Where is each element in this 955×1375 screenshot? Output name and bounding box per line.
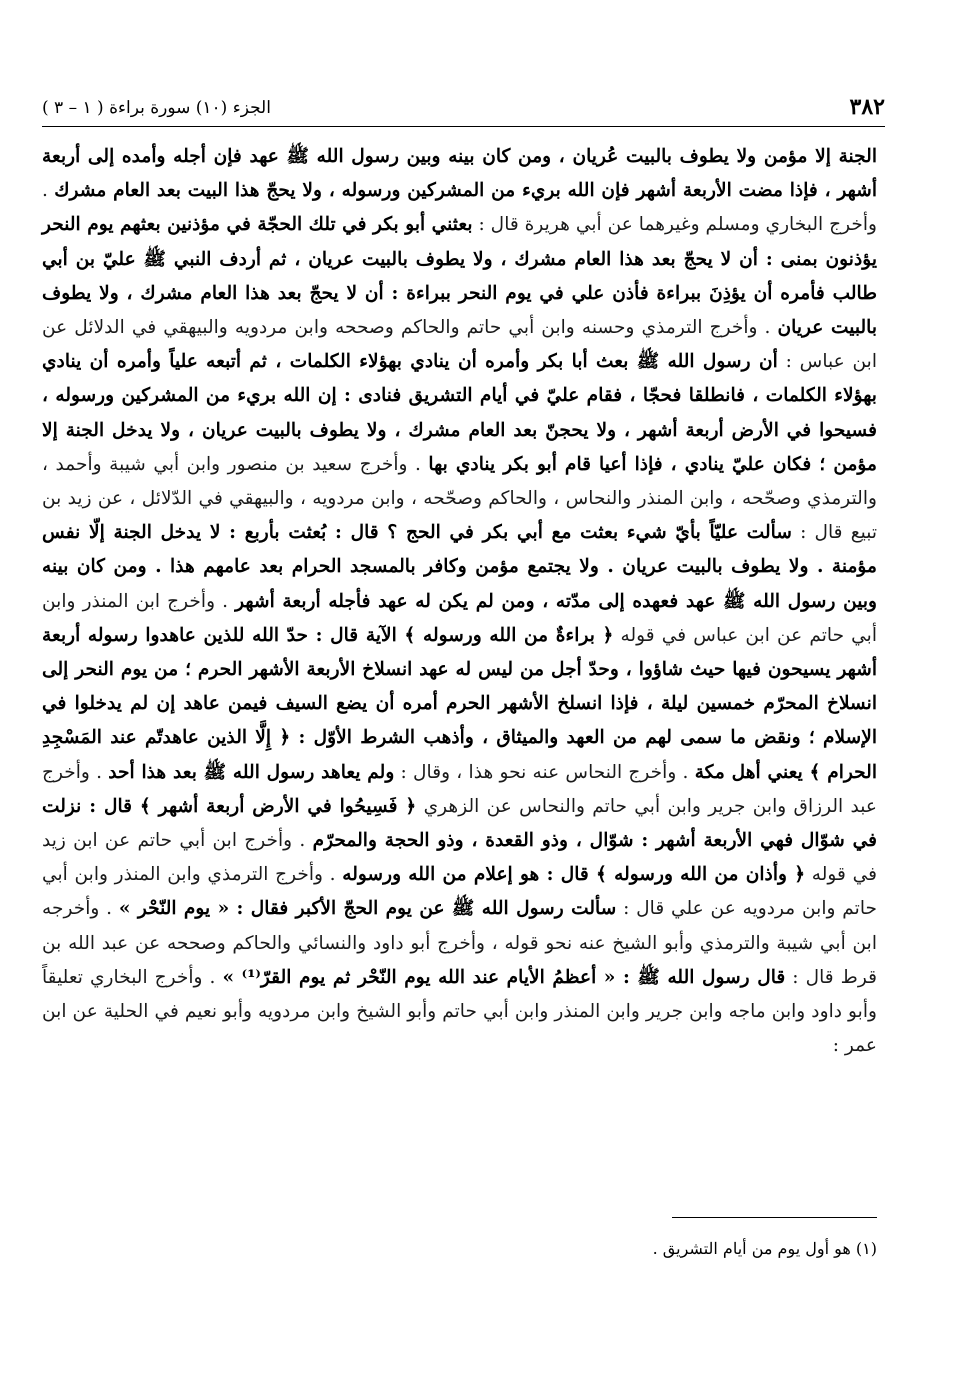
narration-segment: . وأخرج البخاري ومسلم وغيرهما عن أبي هريرة قال : <box>42 180 877 236</box>
quoted-text-segment: ﴿ وأذان من الله ورسوله ﴾ قال : هو إعلام من الله ورسوله <box>342 864 806 886</box>
narration-segment: . وأخرج البخاري تعليقاً وأبو داود وابن ماجه وابن جرير وابن المنذر وابن أبي حاتم وأبو الشيخ وابن مردويه وأبو نعيم في الحلية عن ابن عمر : <box>42 966 877 1057</box>
narration-segment: . وأخرج ابن أبي حاتم عن ابن زيد في قوله <box>42 830 877 886</box>
quoted-text-segment: أن رسول الله ﷺ بعث أبا بكر وأمره أن ينادي بهؤلاء الكلمات ، ثم أتبعه علياً وأمره أن ينادي بهؤلاء الكلمات ، فانطلقا فحجّا ، فقام عليّ في أيام التشريق فنادى : إن الله بريء من المشركين ورسوله ، فسيحوا في الأرض أربعة أشهر ، ولا يحجنّ بعد العام مشرك ، ولا يطوف بالبيت عريان ، ولا يدخل الجنة إلا مؤمن ؛ فكان عليّ ينادي ، فإذا أعيا قام أبو بكر ينادي بها <box>42 351 877 475</box>
narration-segment: . وأخرج النحاس عنه نحو هذا ، وقال : <box>394 761 695 783</box>
quoted-text-segment: سألت عليّاً بأيّ شيء بعثت مع أبي بكر في الحج ؟ قال : بُعثت بأربع : لا يدخل الجنة إلّا نفس مؤمنة . ولا يطوف بالبيت عريان . ولا يجتمع مؤمن وكافر بالمسجد الحرام بعد عامهم هذا . ومن كان بينه وبين رسول الله ﷺ عهد فعهده إلى مدّته ، ومن لم يكن له عهد فأجله أربعة أشهر <box>42 522 877 612</box>
quoted-text-segment: الجنة إلا مؤمن ولا يطوف بالبيت عُريان ، ومن كان بينه وبين رسول الله ﷺ عهد فإن أجله وأمده إلى أربعة أشهر ، فإذا مضت الأربعة أشهر فإن الله بريء من المشركين ورسوله ، ولا يحجّ هذا البيت بعد العام مشرك <box>42 146 877 202</box>
narration-segment: . وأخرج عبد الرزاق وابن جرير وابن أبي حاتم والنحاس عن الزهري <box>42 761 877 817</box>
narration-segment: . وأخرج الترمذي وحسنه وابن أبي حاتم والحاكم وصححه وابن مردويه والبيهقي في الدلائل عن ابن عباس : <box>42 317 878 373</box>
quoted-text-segment: ﴿ براءةٌ من الله ورسوله ﴾ الآية قال : حدّ الله للذين عاهدوا رسوله أربعة أشهر يسيحون فيها حيث شاؤوا ، وحدّ أجل من ليس له عهد انسلاخ الأربعة الأشهر الحرم ؛ من يوم النحر إلى انسلاخ المحرّم خمسين ليلة ، فإذا انسلخ الأشهر الحرم أمره أن يضع السيف فيمن عاهد إن لم يدخلوا في الإسلام ؛ ونقض ما سمى لهم من العهد والميثاق ، وأذهب الشرط الأوّل : ﴿ إِلَّا الذين عاهدتّم عند المَسْجِدِ الحرام ﴾ يعني أهل مكة <box>42 624 878 783</box>
body-text <box>42 140 877 1063</box>
narration-segment: . وأخرج سعيد بن منصور وابن أبي شيبة وأحمد ، والترمذي وصحّحه ، وابن المنذر والنحاس ، والحاكم وصحّحه ، وابن مردويه ، والبيهقي في الدّلائل ، عن زيد بن تبيع قال : <box>42 453 878 544</box>
narration-segment: . وأخرج الترمذي وابن المنذر وابن أبي حاتم وابن مردويه عن علي قال : <box>42 864 877 920</box>
main-paragraph <box>42 140 877 1063</box>
running-title: الجزء (١٠) سورة براءة ( ١ – ٣ ) <box>42 98 271 118</box>
footnote-rule <box>672 1217 877 1218</box>
footnote: (١) هو أول يوم من أيام التشريق . <box>652 1239 877 1258</box>
page-number: ٣٨٢ <box>849 94 885 120</box>
quoted-text-segment: ﴿ فَسِيحُوا في الأرض أربعة أشهر ﴾ قال : نزلت في شوّال فهي الأربعة أشهر : شوّال ، وذو القعدة ، وذو الحجة والمحرّم <box>42 795 877 852</box>
quoted-text-segment: بعثني أبو بكر في تلك الحجّة في مؤذنين بعثهم يوم النحر يؤذنون بمنى : أن لا يحجّ بعد هذا العام مشرك ، ولا يطوف بالبيت عريان ، ثم أردف النبي ﷺ عليّ بن أبي طالب فأمره أن يؤذِنَ ببراءة فأذن علي في يوم النحر ببراءة : أن لا يحجّ بعد هذا العام مشرك ، ولا يطوف بالبيت عريان <box>42 214 877 339</box>
quoted-text-segment: ولم يعاهد رسول الله ﷺ بعد هذا أحد <box>108 761 395 783</box>
narration-segment: . وأخرج ابن المنذر وابن أبي حاتم عن ابن عباس في قوله <box>42 590 878 646</box>
quoted-text-segment: سألت رسول الله ﷺ عن يوم الحجّ الأكبر فقال : « يوم النّحْر » <box>118 898 617 920</box>
quoted-text-segment: قال رسول الله ﷺ : « أعظمُ الأيام عند الله يوم النّحْر ثم يوم القرّ⁽¹⁾ » <box>222 966 786 988</box>
narration-segment: . وأخرجه ابن أبي شيبة والترمذي وأبو الشيخ عنه نحو قوله ، وأخرج أبو داود والنسائي والحاكم وصححه عن عبد الله بن قرط قال : <box>42 898 877 988</box>
page-header <box>42 92 885 127</box>
